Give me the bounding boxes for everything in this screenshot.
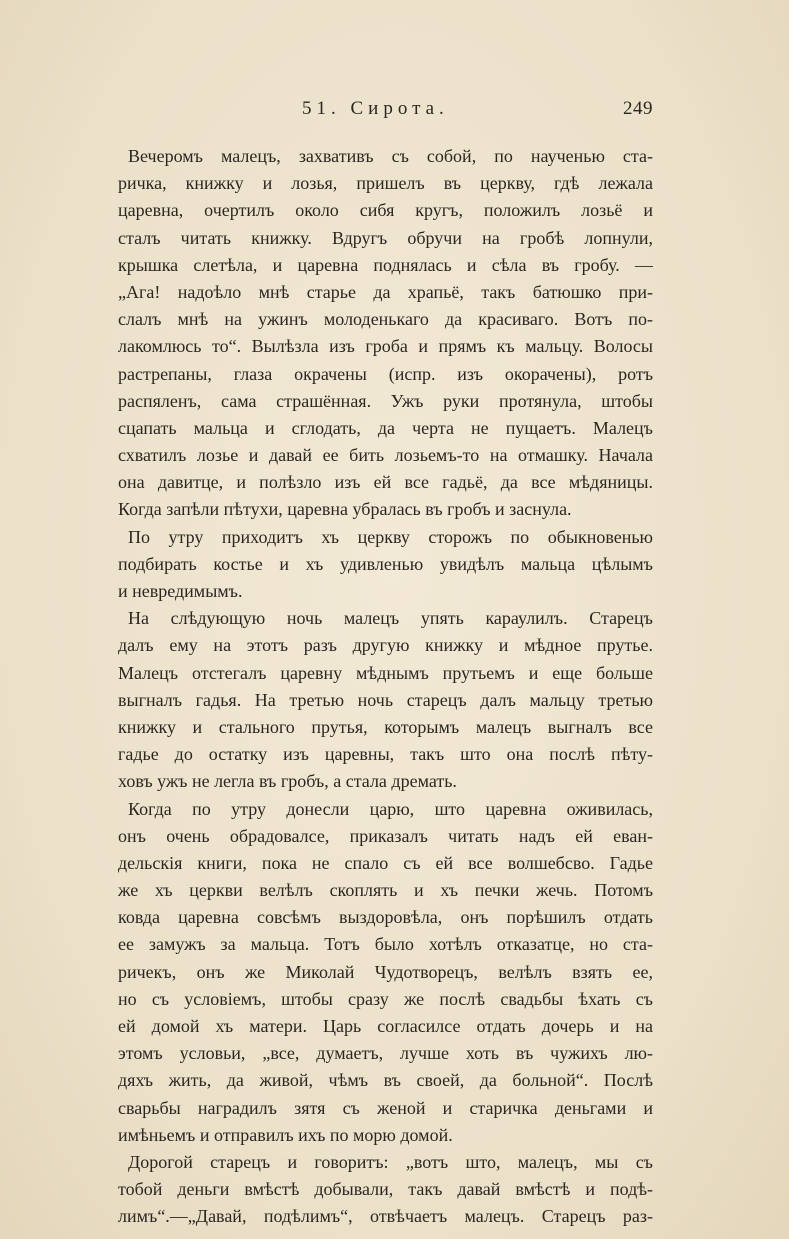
chapter-title: 51. Сирота. bbox=[302, 98, 449, 119]
text-line: далъ ему на этотъ разъ другую книжку и мѣдное прутье. bbox=[118, 635, 653, 656]
text-line: сталъ читать книжку. Вдругъ обручи на гробѣ лопнули, bbox=[118, 227, 653, 248]
text-line: слалъ мнѣ на ужинъ молоденькаго да красиваго. Вотъ по- bbox=[118, 309, 653, 330]
text-line: ей домой хъ матери. Царь согласилсе отдать дочерь и на bbox=[118, 1016, 653, 1036]
text-line: дельскія книги, пока не спало съ ей все волшебсво. Гадье bbox=[118, 852, 653, 873]
text-line: и невредимымъ. bbox=[118, 581, 243, 601]
text-line: лимъ“.—„Давай, подѣлимъ“, отвѣчаетъ малецъ. Старецъ раз- bbox=[118, 1206, 653, 1227]
text-line: На слѣдующую ночь малецъ упять караулилъ. Старецъ bbox=[128, 608, 653, 629]
text-line: По утру приходитъ хъ церкву сторожъ по обыкновенью bbox=[128, 526, 653, 547]
text-line: ковда царевна совсѣмъ выздоровѣла, онъ порѣшилъ отдать bbox=[118, 907, 653, 928]
text-line: Вечеромъ малецъ, захвативъ съ собой, по наученью ста- bbox=[128, 146, 653, 166]
text-line: ричекъ, онъ же Миколай Чудотворецъ, велѣлъ взять ее, bbox=[118, 961, 653, 982]
text-line: онъ очень обрадовалсе, приказалъ читать надъ ей еван- bbox=[118, 825, 653, 846]
text-line: Когда по утру донесли царю, што царевна оживилась, bbox=[128, 798, 653, 819]
text-line: Когда запѣли пѣтухи, царевна убралась въ гробъ и заснула. bbox=[118, 499, 572, 520]
text-line: Малецъ отстегалъ царевну мѣднымъ прутьемъ и еще больше bbox=[118, 662, 653, 683]
text-line: книжку и стального прутья, которымъ малецъ выгналъ все bbox=[118, 716, 653, 737]
text-line: но съ условіемъ, штобы сразу же послѣ свадьбы ѣхать съ bbox=[118, 988, 653, 1009]
text-line: схватилъ лозье и давай ее бить лозьемъ-то на отмашку. Начала bbox=[118, 445, 653, 466]
text-line: ховъ ужъ не легла въ гробъ, а стала дремать. bbox=[118, 771, 457, 792]
text-line: растрепаны, глаза окрачены (испр. изъ окорачены), ротъ bbox=[118, 363, 653, 384]
text-line: лакомлюсь то“. Вылѣзла изъ гроба и прямъ къ мальцу. Волосы bbox=[118, 336, 653, 357]
text-line: этомъ условьи, „все, думаетъ, лучше хоть въ чужихъ лю- bbox=[118, 1043, 653, 1064]
text-line: распяленъ, сама страшённая. Ужъ руки протянула, штобы bbox=[118, 390, 653, 411]
text-line: подбирать костье и хъ удивленью увидѣлъ мальца цѣлымъ bbox=[118, 553, 653, 574]
page-number: 249 bbox=[623, 98, 653, 119]
text-line: ричка, книжку и лозья, пришелъ въ церкву, гдѣ лежала bbox=[118, 173, 653, 194]
text-line: ее замужъ за мальца. Тотъ было хотѣлъ отказатце, но ста- bbox=[118, 934, 653, 955]
text-line: тобой деньги вмѣстѣ добывали, такъ давай вмѣстѣ и подѣ- bbox=[118, 1179, 653, 1200]
text-line: имѣньемъ и отправилъ ихъ по морю домой. bbox=[118, 1124, 453, 1145]
text-line: крышка слетѣла, и царевна поднялась и сѣла въ гробу. — bbox=[118, 254, 653, 275]
text-line: Дорогой старецъ и говоритъ: „вотъ што, малецъ, мы съ bbox=[128, 1151, 653, 1172]
text-line: „Ага! надоѣло мнѣ старье да храпьё, такъ батюшко при- bbox=[118, 281, 653, 302]
text-line: гадье до остатку изъ царевны, такъ што она послѣ пѣту- bbox=[118, 744, 653, 765]
text-line: выгналъ гадья. На третью ночь старецъ далъ мальцу третью bbox=[118, 689, 653, 710]
text-body bbox=[118, 143, 653, 1231]
text-line: же хъ церкви велѣлъ скоплять и хъ печки жечь. Потомъ bbox=[118, 880, 653, 901]
text-line: она давитце, и полѣзло изъ ей все гадьё, да все мѣдяницы. bbox=[118, 472, 653, 493]
text-line: сварьбы наградилъ зятя съ женой и старичка деньгами и bbox=[118, 1097, 653, 1118]
text-line: сцапать мальца и сглодать, да черта не пущаетъ. Малецъ bbox=[118, 417, 653, 438]
text-line: царевна, очертилъ около сибя кругъ, положилъ лозьё и bbox=[118, 200, 653, 221]
running-header bbox=[118, 98, 653, 128]
text-line: дяхъ жить, да живой, чѣмъ въ своей, да больной“. Послѣ bbox=[118, 1070, 653, 1091]
